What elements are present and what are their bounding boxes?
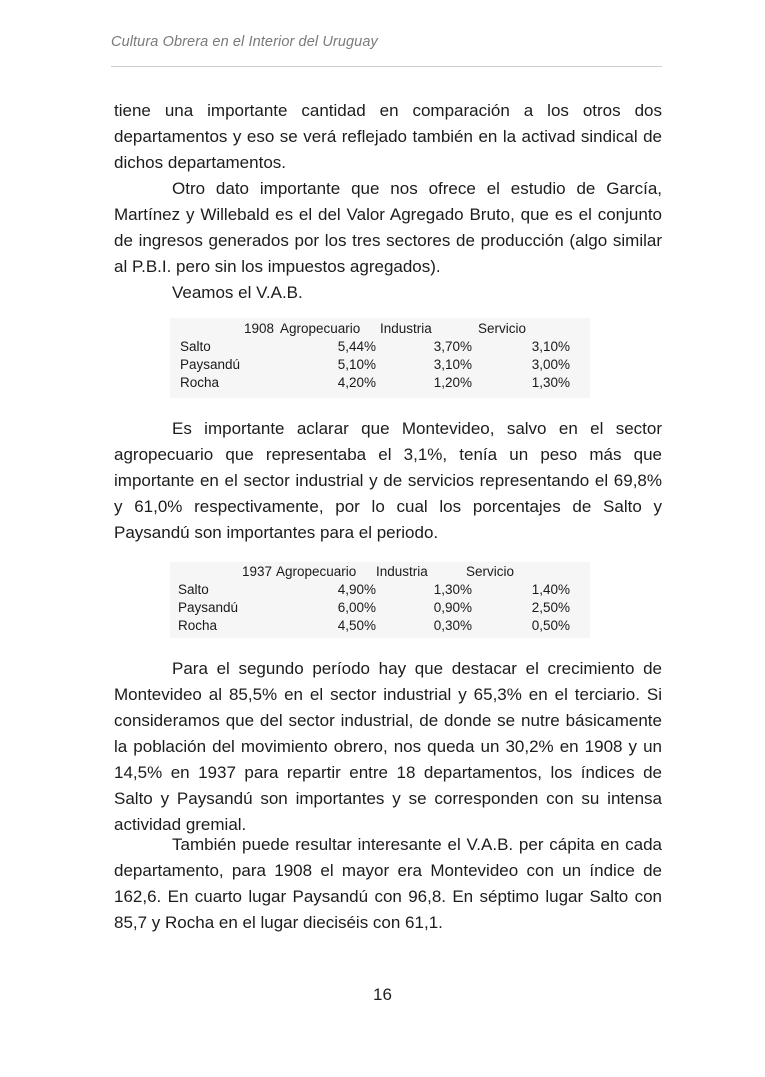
header-divider bbox=[111, 66, 662, 67]
table-cell: 1,20% bbox=[433, 375, 472, 390]
column-header-agropecuario: Agropecuario bbox=[276, 564, 357, 579]
row-label: Rocha bbox=[180, 375, 220, 390]
row-label: Rocha bbox=[178, 618, 218, 633]
table-row bbox=[170, 599, 590, 617]
body-paragraph-3: Veamos el V.A.B. bbox=[172, 283, 303, 302]
table-cell: 4,20% bbox=[337, 375, 376, 390]
table-cell: 5,44% bbox=[337, 339, 376, 354]
table-cell: 0,90% bbox=[433, 600, 472, 615]
body-paragraph-4: Es importante aclarar que Montevideo, salvo en el sector agropecuario que representaba el 3,1%, tenía un peso más que importante en el sector industrial y de servicios representando el 69,8% y 61,0% respectivamente, por lo cual los porcentajes de Salto y Paysandú son importantes para el periodo. bbox=[114, 419, 662, 542]
page-number: 16 bbox=[373, 985, 392, 1004]
table-cell: 1,30% bbox=[531, 375, 570, 390]
row-label: Salto bbox=[178, 582, 209, 597]
column-header-industria: Industria bbox=[376, 564, 428, 579]
body-paragraph-6: También puede resultar interesante el V.A.B. per cápita en cada departamento, para 1908 el mayor era Montevideo con un índice de 162,6. En cuarto lugar Paysandú con 96,8. En séptimo lugar Salto con 85,7 y Rocha en el lugar dieciséis con 61,1. bbox=[114, 835, 662, 932]
column-header-agropecuario: Agropecuario bbox=[280, 321, 361, 336]
column-header-servicio: Servicio bbox=[478, 321, 527, 336]
table-cell: 3,10% bbox=[531, 339, 570, 354]
table-cell: 4,50% bbox=[337, 618, 376, 633]
body-paragraph-2: Otro dato importante que nos ofrece el estudio de García, Martínez y Willebald es el del Valor Agregado Bruto, que es el conjunto de ingresos generados por los tres sectores de producción (algo similar al P.B.I. pero sin los impuestos agregados). bbox=[114, 179, 662, 276]
row-label: Paysandú bbox=[180, 357, 241, 372]
table-header-row bbox=[170, 320, 590, 338]
table-row bbox=[170, 581, 590, 599]
body-paragraph-1: tiene una importante cantidad en comparación a los otros dos departamentos y eso se verá reflejado también en la activad sindical de dichos departamentos. bbox=[114, 101, 662, 172]
body-paragraph-5: Para el segundo período hay que destacar el crecimiento de Montevideo al 85,5% en el sector industrial y 65,3% en el terciario. Si consideramos que del sector industrial, de donde se nutre básicamente la población del movimiento obrero, nos queda un 30,2% en 1908 y un 14,5% en 1937 para repartir entre 18 departamentos, los índices de Salto y Paysandú son importantes y se corresponden con su intensa actividad gremial. bbox=[114, 659, 662, 834]
table-cell: 0,50% bbox=[531, 618, 570, 633]
row-label: Paysandú bbox=[178, 600, 239, 615]
table-header-row bbox=[170, 563, 590, 581]
table-year-label: 1937 bbox=[242, 564, 273, 579]
vab-table-1937 bbox=[170, 562, 590, 638]
table-cell: 0,30% bbox=[433, 618, 472, 633]
table-cell: 3,10% bbox=[433, 357, 472, 372]
table-cell: 1,30% bbox=[433, 582, 472, 597]
column-header-industria: Industria bbox=[380, 321, 432, 336]
table-row bbox=[170, 374, 590, 392]
table-year-label: 1908 bbox=[244, 321, 275, 336]
row-label: Salto bbox=[180, 339, 211, 354]
table-cell: 5,10% bbox=[337, 357, 376, 372]
table-cell: 4,90% bbox=[337, 582, 376, 597]
column-header-servicio: Servicio bbox=[466, 564, 515, 579]
table-cell: 6,00% bbox=[337, 600, 376, 615]
table-row bbox=[170, 617, 590, 635]
table-cell: 2,50% bbox=[531, 600, 570, 615]
vab-table-1908 bbox=[170, 318, 590, 398]
table-cell: 1,40% bbox=[531, 582, 570, 597]
table-cell: 3,70% bbox=[433, 339, 472, 354]
table-row bbox=[170, 356, 590, 374]
running-header-title: Cultura Obrera en el Interior del Uruguay bbox=[111, 34, 378, 50]
table-cell: 3,00% bbox=[531, 357, 570, 372]
table-row bbox=[170, 338, 590, 356]
